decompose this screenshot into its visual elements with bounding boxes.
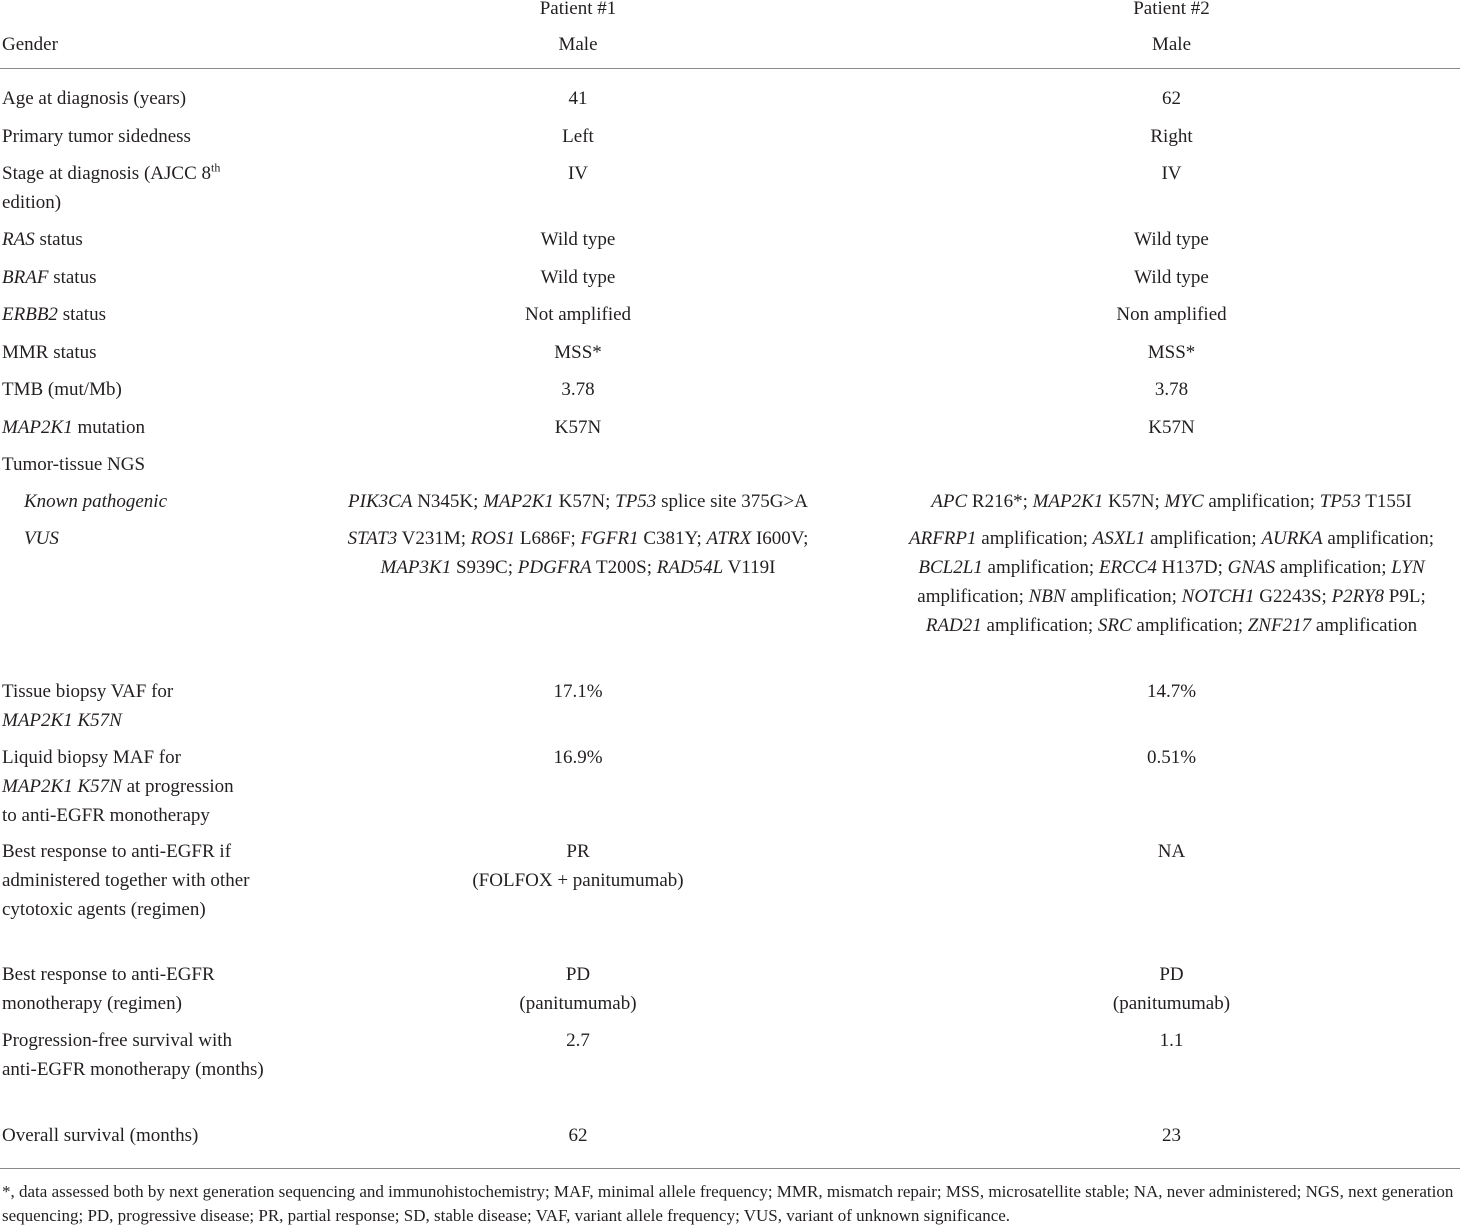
gene-symbol: BCL2L1 <box>918 557 983 578</box>
vus-p2: ARFRP1 amplification; ASXL1 amplification; AURKA amplification; BCL2L1 amplification; ERCC4 H137D; GNAS amplification; LYN amplification; NBN amplification; NOTCH1 G2243S; P2RY8 P9L; RAD21 amplification; SRC amplification; ZNF217 amplification <box>908 528 1434 636</box>
gene-symbol: ERCC4 <box>1098 557 1157 578</box>
best-mono-p1: PD (panitumumab) <box>519 964 637 1014</box>
tmb-p2: 3.78 <box>1154 379 1189 400</box>
gene-symbol: LYN <box>1391 557 1425 578</box>
mmr-p1: MSS* <box>554 342 602 363</box>
age-label: Age at diagnosis (years) <box>2 88 187 109</box>
gene-symbol: MAP3K1 <box>380 557 452 578</box>
vus-label: VUS <box>24 528 59 549</box>
gene-symbol: AURKA <box>1261 528 1323 549</box>
vus-p1: STAT3 V231M; ROS1 L686F; FGFR1 C381Y; ATRX I600V; MAP3K1 S939C; PDGFRA T200S; RAD54L V119I <box>347 528 809 578</box>
pfs-p2: 1.1 <box>1159 1030 1184 1051</box>
tmb-p1: 3.78 <box>561 379 595 400</box>
sidedness-p1: Left <box>562 126 594 147</box>
best-combo-label: Best response to anti-EGFR if administered together with other cytotoxic agents (regimen) <box>2 841 250 920</box>
braf-p1: Wild type <box>540 267 616 288</box>
tissue-vaf-p2: 14.7% <box>1146 681 1197 702</box>
gene-symbol: MAP2K1 <box>1032 491 1104 512</box>
header-patient1: Patient #1 <box>539 0 617 19</box>
gender-p1: Male <box>558 34 598 55</box>
erbb2-p2: Non amplified <box>1116 304 1227 325</box>
liquid-maf-p1: 16.9% <box>553 747 603 768</box>
sidedness-label: Primary tumor sidedness <box>2 126 191 147</box>
gene-symbol: GNAS <box>1227 557 1276 578</box>
mmr-p2: MSS* <box>1147 342 1196 363</box>
gender-p2: Male <box>1151 34 1192 55</box>
ras-label: RAS status <box>2 229 83 250</box>
known-label: Known pathogenic <box>24 491 168 512</box>
gene-symbol: ZNF217 <box>1247 615 1312 636</box>
pfs-p1: 2.7 <box>566 1030 590 1051</box>
ras-p2: Wild type <box>1134 229 1209 250</box>
erbb2-p1: Not amplified <box>524 304 632 325</box>
gene-symbol: MAP2K1 <box>483 491 554 512</box>
age-p1: 41 <box>568 88 588 109</box>
tissue-vaf-label: Tissue biopsy VAF for MAP2K1 K57N <box>2 681 174 731</box>
age-p2: 62 <box>1162 88 1181 109</box>
best-combo-p2: NA <box>1157 841 1186 862</box>
ras-p1: Wild type <box>540 229 616 250</box>
map2k1-p2: K57N <box>1148 417 1195 438</box>
braf-p2: Wild type <box>1134 267 1209 288</box>
gene-symbol: TP53 <box>1319 491 1361 512</box>
table-footnote: *, data assessed both by next generation sequencing and immunohistochemistry; MAF, minimal allele frequency; MMR, mismatch repair; MSS, microsatellite stable; NA, never administered; NGS, next generation sequencing; PD, progressive disease; PR, partial response; SD, stable disease; VAF, variant allele frequency; VUS, variant of unknown significance. <box>2 1182 1454 1225</box>
braf-label: BRAF status <box>2 267 97 288</box>
tmb-label: TMB (mut/Mb) <box>2 379 122 400</box>
gene-symbol: FGFR1 <box>580 528 639 549</box>
gene-symbol: ATRX <box>706 528 752 549</box>
table-bottom-divider <box>0 1168 1460 1169</box>
gene-symbol: RAD21 <box>925 615 982 636</box>
os-label: Overall survival (months) <box>2 1125 199 1146</box>
liquid-maf-p2: 0.51% <box>1146 747 1197 768</box>
best-combo-p1: PR (FOLFOX + panitumumab) <box>472 841 684 891</box>
gene-symbol: NBN <box>1028 586 1066 607</box>
erbb2-label: ERBB2 status <box>2 304 106 325</box>
gene-symbol: P2RY8 <box>1331 586 1385 607</box>
gene-symbol: RAD54L <box>656 557 724 578</box>
known-p1: PIK3CA N345K; MAP2K1 K57N; TP53 splice site 375G>A <box>348 491 808 512</box>
stage-p1: IV <box>567 163 589 184</box>
gene-symbol: PIK3CA <box>348 491 413 512</box>
gene-symbol: NOTCH1 <box>1181 586 1255 607</box>
liquid-maf-label: Liquid biopsy MAF for MAP2K1 K57N at progression to anti-EGFR monotherapy <box>2 747 234 826</box>
gene-symbol: ROS1 <box>470 528 516 549</box>
gene-symbol: ASXL1 <box>1092 528 1146 549</box>
os-p1: 62 <box>568 1125 588 1146</box>
pfs-label: Progression-free survival with anti-EGFR monotherapy (months) <box>2 1030 264 1080</box>
mmr-label: MMR status <box>2 342 97 363</box>
sidedness-p2: Right <box>1150 126 1193 147</box>
gene-symbol: APC <box>931 491 968 512</box>
gene-symbol: STAT3 <box>347 528 398 549</box>
gene-symbol: PDGFRA <box>517 557 592 578</box>
gene-symbol: SRC <box>1097 615 1132 636</box>
map2k1-p1: K57N <box>554 417 602 438</box>
best-mono-label: Best response to anti-EGFR monotherapy (regimen) <box>2 964 215 1014</box>
os-p2: 23 <box>1162 1125 1181 1146</box>
gender-label: Gender <box>2 34 58 55</box>
tissue-vaf-p1: 17.1% <box>553 681 603 702</box>
map2k1-label: MAP2K1 mutation <box>2 417 146 438</box>
header-divider <box>0 68 1460 69</box>
gene-symbol: TP53 <box>615 491 657 512</box>
best-mono-p2: PD (panitumumab) <box>1112 964 1231 1014</box>
gene-symbol: MYC <box>1164 491 1204 512</box>
stage-label: Stage at diagnosis (AJCC 8th edition) <box>2 160 221 213</box>
ngs-label: Tumor-tissue NGS <box>2 454 146 475</box>
known-p2: APC R216*; MAP2K1 K57N; MYC amplification; TP53 T155I <box>931 491 1412 512</box>
stage-p2: IV <box>1161 163 1182 184</box>
header-patient2: Patient #2 <box>1133 0 1210 19</box>
gene-symbol: ARFRP1 <box>908 528 977 549</box>
